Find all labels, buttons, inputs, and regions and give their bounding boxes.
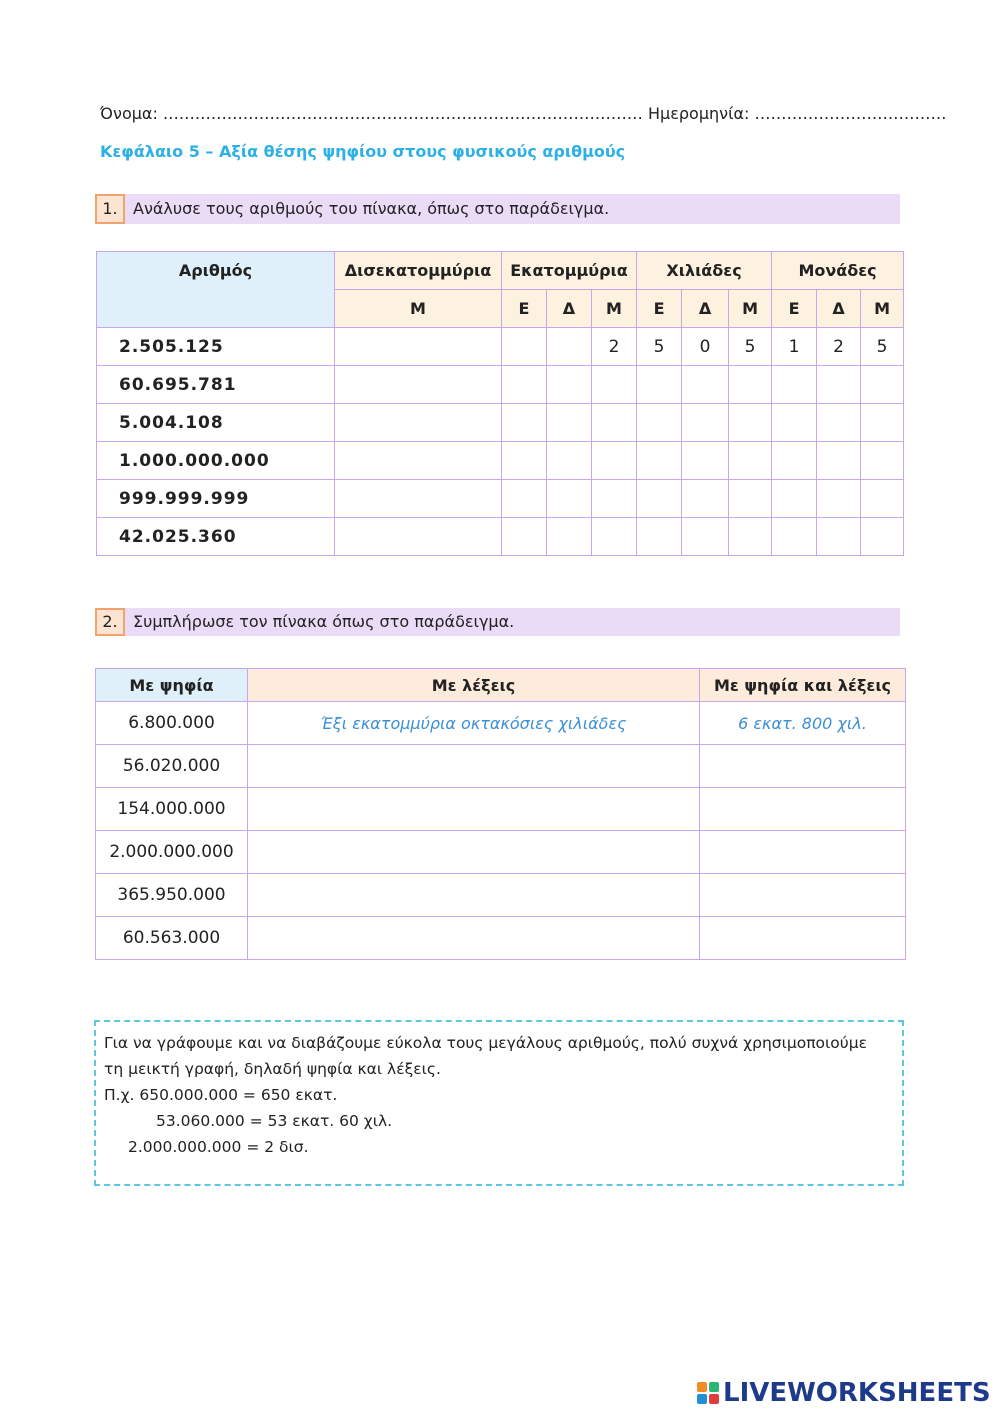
note-line: τη μεικτή γραφή, δηλαδή ψηφία και λέξεις.	[104, 1060, 441, 1078]
table-row	[97, 366, 904, 404]
mixed-cell[interactable]	[700, 788, 906, 831]
digit-cell: 0	[682, 328, 729, 366]
place-value-table	[96, 251, 904, 556]
digit-cell[interactable]	[335, 442, 502, 480]
words-cell[interactable]	[248, 788, 700, 831]
digit-cell[interactable]	[729, 518, 772, 556]
table-row	[97, 442, 904, 480]
digit-cell[interactable]	[592, 480, 637, 518]
digit-cell[interactable]	[502, 518, 547, 556]
digit-cell[interactable]	[637, 480, 682, 518]
digit-cell[interactable]	[682, 480, 729, 518]
number-cell: 42.025.360	[97, 518, 335, 556]
place-header: Δ	[817, 290, 861, 328]
digit-cell[interactable]	[772, 442, 817, 480]
digit-cell[interactable]	[335, 328, 502, 366]
header-millions: Εκατομμύρια	[502, 252, 637, 290]
place-header: Μ	[592, 290, 637, 328]
table-row	[96, 745, 906, 788]
logo-square	[697, 1382, 707, 1392]
table-row	[97, 518, 904, 556]
digit-cell[interactable]	[729, 480, 772, 518]
brand-logo-icon	[697, 1382, 719, 1404]
digit-cell[interactable]	[547, 328, 592, 366]
digit-cell[interactable]	[592, 366, 637, 404]
digit-cell[interactable]	[592, 442, 637, 480]
table-row	[96, 917, 906, 960]
place-header: Μ	[861, 290, 904, 328]
table-row	[96, 702, 906, 745]
table-row	[96, 831, 906, 874]
digit-cell[interactable]	[335, 518, 502, 556]
digit-cell[interactable]	[861, 518, 904, 556]
digit-cell[interactable]	[547, 518, 592, 556]
digit-cell: 1	[772, 328, 817, 366]
words-cell[interactable]	[248, 745, 700, 788]
table-row	[96, 788, 906, 831]
digit-cell[interactable]	[592, 404, 637, 442]
digit-cell[interactable]	[637, 442, 682, 480]
number-words-table	[95, 668, 906, 960]
digit-cell[interactable]	[335, 404, 502, 442]
words-cell[interactable]	[248, 917, 700, 960]
digit-cell[interactable]	[817, 518, 861, 556]
number-cell: 2.505.125	[97, 328, 335, 366]
place-header: Μ	[729, 290, 772, 328]
digit-cell[interactable]	[335, 366, 502, 404]
mixed-notation-note	[94, 1020, 904, 1186]
digit-cell[interactable]	[729, 442, 772, 480]
header-units: Μονάδες	[772, 252, 904, 290]
digits-cell: 365.950.000	[96, 874, 248, 917]
digit-cell[interactable]	[861, 442, 904, 480]
chapter-title: Κεφάλαιο 5 – Αξία θέσης ψηφίου στους φυσικούς αριθμούς	[100, 142, 626, 161]
digit-cell[interactable]	[637, 404, 682, 442]
digit-cell: 5	[729, 328, 772, 366]
table-row	[97, 404, 904, 442]
digit-cell[interactable]	[817, 366, 861, 404]
digit-cell[interactable]	[682, 518, 729, 556]
mixed-cell[interactable]	[700, 745, 906, 788]
digit-cell[interactable]	[335, 480, 502, 518]
logo-square	[697, 1394, 707, 1404]
digit-cell[interactable]	[547, 442, 592, 480]
digit-cell[interactable]	[772, 480, 817, 518]
logo-square	[709, 1394, 719, 1404]
note-example: Π.χ. 650.000.000 = 650 εκατ.	[104, 1086, 338, 1104]
exercise2-number: 2.	[95, 608, 125, 636]
mixed-cell: 6 εκατ. 800 χιλ.	[700, 702, 906, 745]
digits-cell: 154.000.000	[96, 788, 248, 831]
liveworksheets-logo	[697, 1378, 991, 1408]
exercise1-instruction: Ανάλυσε τους αριθμούς του πίνακα, όπως στο παράδειγμα.	[133, 199, 610, 218]
mixed-cell[interactable]	[700, 831, 906, 874]
exercise2-instruction: Συμπλήρωσε τον πίνακα όπως στο παράδειγμα.	[133, 612, 515, 631]
place-header: Ε	[637, 290, 682, 328]
digit-cell[interactable]	[817, 480, 861, 518]
note-line: Για να γράφουμε και να διαβάζουμε εύκολα τους μεγάλους αριθμούς, πολύ συχνά χρησιμοποιούμε	[104, 1034, 867, 1052]
place-header: Δ	[547, 290, 592, 328]
note-example: 53.060.000 = 53 εκατ. 60 χιλ.	[156, 1112, 393, 1130]
note-example: 2.000.000.000 = 2 δισ.	[128, 1138, 309, 1156]
digit-cell[interactable]	[817, 442, 861, 480]
words-cell[interactable]	[248, 831, 700, 874]
header-mixed: Με ψηφία και λέξεις	[700, 669, 906, 702]
digits-cell: 56.020.000	[96, 745, 248, 788]
digit-cell[interactable]	[772, 366, 817, 404]
digits-cell: 6.800.000	[96, 702, 248, 745]
words-cell: Έξι εκατομμύρια οκτακόσιες χιλιάδες	[248, 702, 700, 745]
digit-cell[interactable]	[502, 442, 547, 480]
name-date-line: Όνομα: ……………………………………………………………………………… Ημερομηνία: ………………………………	[100, 104, 947, 123]
digit-cell[interactable]	[861, 404, 904, 442]
digit-cell[interactable]	[861, 480, 904, 518]
digit-cell[interactable]	[547, 366, 592, 404]
table-row	[96, 874, 906, 917]
header-words: Με λέξεις	[248, 669, 700, 702]
place-header: Μ	[335, 290, 502, 328]
digit-cell[interactable]	[682, 442, 729, 480]
place-header: Ε	[502, 290, 547, 328]
digit-cell[interactable]	[502, 366, 547, 404]
number-cell: 60.695.781	[97, 366, 335, 404]
digit-cell[interactable]	[502, 404, 547, 442]
number-cell: 5.004.108	[97, 404, 335, 442]
digit-cell[interactable]	[502, 328, 547, 366]
brand-name: LIVEWORKSHEETS	[723, 1378, 991, 1408]
number-cell: 999.999.999	[97, 480, 335, 518]
digit-cell[interactable]	[547, 404, 592, 442]
digit-cell: 5	[861, 328, 904, 366]
header-number: Αριθμός	[97, 252, 335, 328]
digit-cell[interactable]	[682, 404, 729, 442]
place-header: Ε	[772, 290, 817, 328]
digit-cell[interactable]	[502, 480, 547, 518]
place-header: Δ	[682, 290, 729, 328]
table-row	[97, 328, 904, 366]
digit-cell[interactable]	[861, 366, 904, 404]
header-billions: Δισεκατομμύρια	[335, 252, 502, 290]
digit-cell[interactable]	[772, 518, 817, 556]
digit-cell[interactable]	[682, 366, 729, 404]
table-row	[97, 480, 904, 518]
mixed-cell[interactable]	[700, 917, 906, 960]
exercise2-bar	[95, 608, 900, 636]
header-digits: Με ψηφία	[96, 669, 248, 702]
digit-cell[interactable]	[729, 366, 772, 404]
digits-cell: 60.563.000	[96, 917, 248, 960]
digit-cell[interactable]	[817, 404, 861, 442]
digit-cell[interactable]	[637, 518, 682, 556]
header-thousands: Χιλιάδες	[637, 252, 772, 290]
mixed-cell[interactable]	[700, 874, 906, 917]
logo-square	[709, 1382, 719, 1392]
words-cell[interactable]	[248, 874, 700, 917]
exercise1-number: 1.	[95, 194, 125, 224]
digit-cell[interactable]	[729, 404, 772, 442]
digit-cell: 2	[592, 328, 637, 366]
digit-cell[interactable]	[592, 518, 637, 556]
digit-cell[interactable]	[547, 480, 592, 518]
digit-cell: 2	[817, 328, 861, 366]
exercise1-bar	[95, 194, 900, 224]
digit-cell[interactable]	[772, 404, 817, 442]
digit-cell[interactable]	[637, 366, 682, 404]
number-cell: 1.000.000.000	[97, 442, 335, 480]
digits-cell: 2.000.000.000	[96, 831, 248, 874]
digit-cell: 5	[637, 328, 682, 366]
